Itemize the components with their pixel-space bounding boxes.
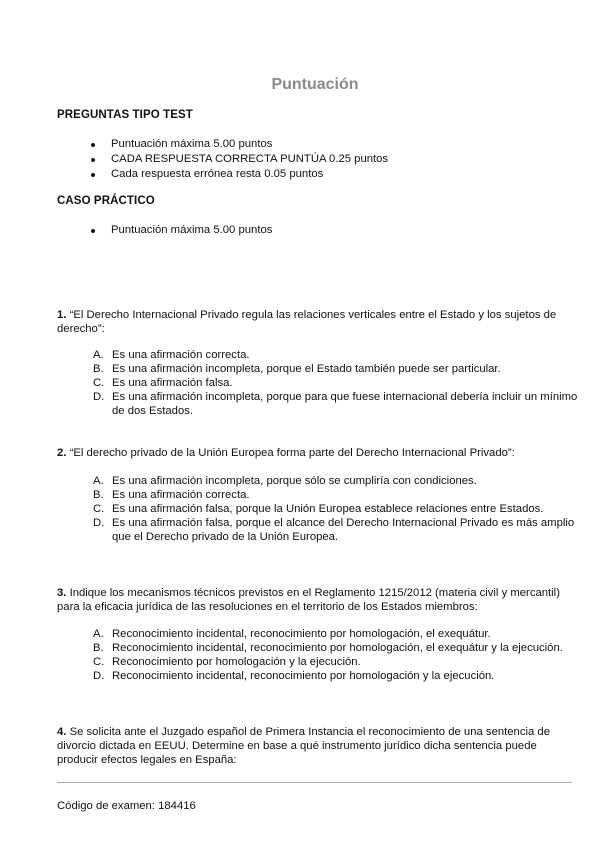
answer-option[interactable] bbox=[93, 390, 578, 418]
question-2-options bbox=[93, 474, 578, 544]
test-scoring-list bbox=[90, 137, 388, 182]
question-4 bbox=[57, 725, 577, 767]
option-letter: C. bbox=[93, 377, 105, 389]
option-text: Reconocimiento por homologación y la ejecución. bbox=[112, 656, 361, 668]
option-text: Es una afirmación incompleta, porque para que fuese internacional debería incluir un mínimo de dos Estados. bbox=[112, 391, 578, 417]
question-text: “El derecho privado de la Unión Europea forma parte del Derecho Internacional Privado”: bbox=[69, 447, 515, 459]
answer-option[interactable] bbox=[93, 669, 578, 683]
answer-option[interactable] bbox=[93, 641, 578, 655]
option-letter: A. bbox=[93, 349, 104, 361]
question-text: Se solicita ante el Juzgado español de Primera Instancia el reconocimiento de una sentencia de divorcio dictada en EEUU. Determine en base a qué instrumento jurídico dicha sentencia puede producir efectos legales en España: bbox=[57, 726, 550, 766]
option-letter: B. bbox=[93, 642, 104, 654]
section-heading-case: CASO PRÁCTICO bbox=[57, 195, 155, 207]
option-text: Es una afirmación correcta. bbox=[112, 349, 250, 361]
exam-code: Código de examen: 184416 bbox=[57, 800, 196, 812]
bullet-item: Puntuación máxima 5.00 puntos bbox=[90, 223, 272, 238]
option-text: Es una afirmación correcta. bbox=[112, 489, 250, 501]
question-text: “El Derecho Internacional Privado regula las relaciones verticales entre el Estado y los sujetos de derecho”: bbox=[57, 309, 557, 335]
option-letter: D. bbox=[93, 391, 105, 403]
option-text: Es una afirmación falsa. bbox=[112, 377, 233, 389]
footer-divider bbox=[57, 782, 572, 783]
answer-option[interactable] bbox=[93, 376, 578, 390]
case-scoring-list bbox=[90, 223, 272, 238]
answer-option[interactable] bbox=[93, 627, 578, 641]
question-number: 1. bbox=[57, 309, 67, 321]
answer-option[interactable] bbox=[93, 502, 578, 516]
question-number: 4. bbox=[57, 726, 67, 738]
answer-option[interactable] bbox=[93, 348, 578, 362]
option-letter: D. bbox=[93, 517, 105, 529]
option-letter: A. bbox=[93, 475, 104, 487]
option-text: Es una afirmación falsa, porque la Unión Europea establece relaciones entre Estados. bbox=[112, 503, 544, 515]
section-heading-test: PREGUNTAS TIPO TEST bbox=[57, 109, 193, 121]
answer-option[interactable] bbox=[93, 655, 578, 669]
question-3 bbox=[57, 586, 577, 614]
option-text: Reconocimiento incidental, reconocimiento por homologación y la ejecución. bbox=[112, 670, 495, 682]
option-letter: B. bbox=[93, 489, 104, 501]
option-letter: D. bbox=[93, 670, 105, 682]
option-letter: C. bbox=[93, 656, 105, 668]
question-2 bbox=[57, 446, 577, 460]
option-text: Es una afirmación incompleta, porque el Estado también puede ser particular. bbox=[112, 363, 501, 375]
option-text: Es una afirmación incompleta, porque sólo se cumpliría con condiciones. bbox=[112, 475, 477, 487]
bullet-item: Cada respuesta errónea resta 0.05 puntos bbox=[90, 167, 388, 182]
page-title: Puntuación bbox=[271, 76, 359, 93]
option-text: Es una afirmación falsa, porque el alcance del Derecho Internacional Privado es más amplio que el Derecho privado de la Unión Europea. bbox=[112, 517, 575, 543]
question-1-options bbox=[93, 348, 578, 418]
question-3-options bbox=[93, 627, 578, 683]
answer-option[interactable] bbox=[93, 474, 578, 488]
answer-option[interactable] bbox=[93, 516, 578, 544]
answer-option[interactable] bbox=[93, 488, 578, 502]
option-text: Reconocimiento incidental, reconocimiento por homologación, el exequátur y la ejecución. bbox=[112, 642, 563, 654]
option-text: Reconocimiento incidental, reconocimiento por homologación, el exequátur. bbox=[112, 628, 491, 640]
question-number: 2. bbox=[57, 447, 67, 459]
question-1 bbox=[57, 308, 577, 336]
option-letter: C. bbox=[93, 503, 105, 515]
question-number: 3. bbox=[57, 587, 67, 599]
question-text: Indique los mecanismos técnicos previstos en el Reglamento 1215/2012 (materia civil y mercantil) para la eficacia jurídica de las resoluciones en el territorio de los Estados miembros: bbox=[57, 587, 560, 613]
option-letter: B. bbox=[93, 363, 104, 375]
answer-option[interactable] bbox=[93, 362, 578, 376]
bullet-item: Puntuación máxima 5.00 puntos bbox=[90, 137, 388, 152]
bullet-item: CADA RESPUESTA CORRECTA PUNTÚA 0.25 puntos bbox=[90, 152, 388, 167]
option-letter: A. bbox=[93, 628, 104, 640]
